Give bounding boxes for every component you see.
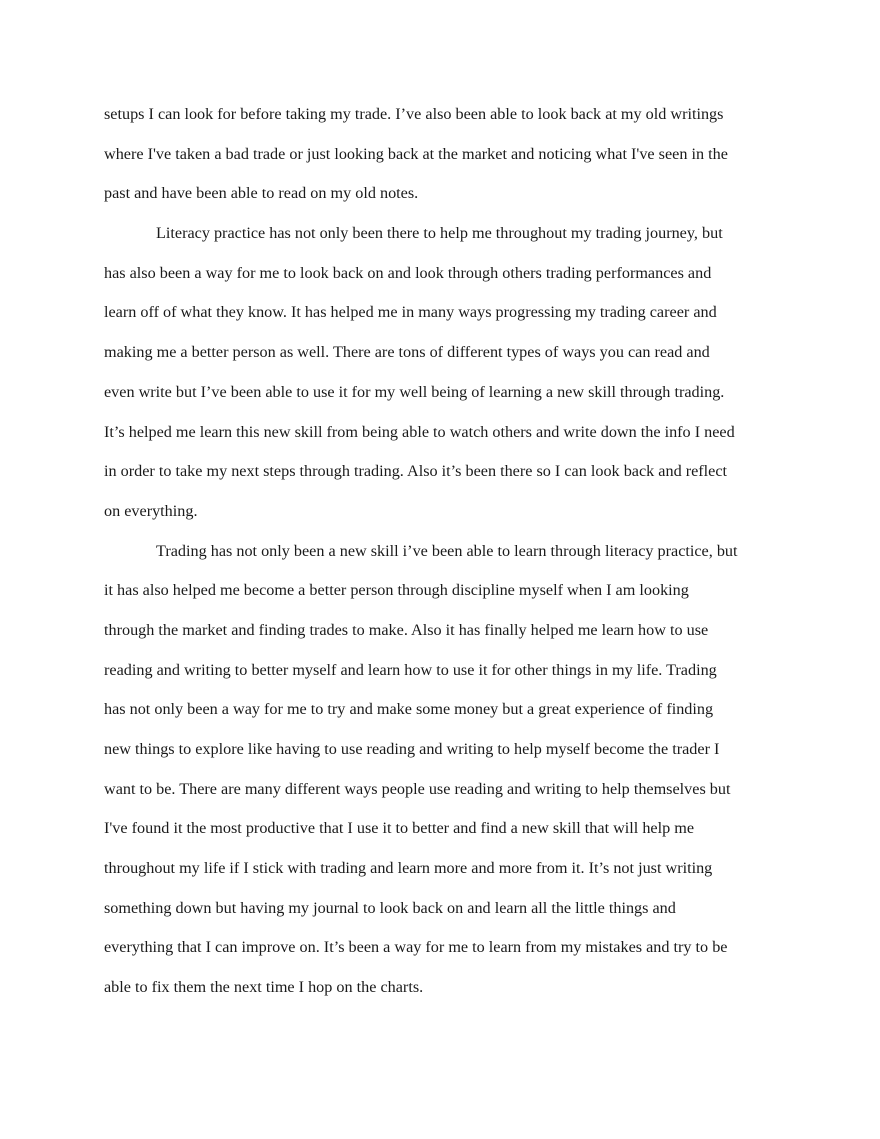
text-line: It’s helped me learn this new skill from being able to watch others and write down the info I need xyxy=(104,422,735,441)
text-line: throughout my life if I stick with trading and learn more and more from it. It’s not just writing xyxy=(104,859,713,878)
text-line: setups I can look for before taking my trade. I’ve also been able to look back at my old writings xyxy=(104,105,724,123)
body-text xyxy=(104,95,784,1008)
text-line: past and have been able to read on my old notes. xyxy=(104,184,419,203)
text-line: in order to take my next steps through trading. Also it’s been there so I can look back and reflect xyxy=(104,462,728,481)
text-line: it has also helped me become a better person through discipline myself when I am looking xyxy=(104,581,689,600)
text-line: through the market and finding trades to make. Also it has finally helped me learn how to use xyxy=(104,620,709,639)
paragraph-first-line: Literacy practice has not only been there to help me throughout my trading journey, but xyxy=(156,224,723,243)
text-line: able to fix them the next time I hop on the charts. xyxy=(104,978,424,997)
text-line: even write but I’ve been able to use it for my well being of learning a new skill through trading. xyxy=(104,382,725,401)
text-line: learn off of what they know. It has helped me in many ways progressing my trading career and xyxy=(104,303,717,322)
text-line: on everything. xyxy=(104,501,198,520)
text-line: has also been a way for me to look back on and look through others trading performances and xyxy=(104,263,712,282)
text-line: want to be. There are many different ways people use reading and writing to help themselves but xyxy=(104,779,731,798)
text-line: something down but having my journal to look back on and learn all the little things and xyxy=(104,898,676,917)
text-line: everything that I can improve on. It’s been a way for me to learn from my mistakes and try to be xyxy=(104,938,728,957)
text-line: new things to explore like having to use reading and writing to help myself become the trader I xyxy=(104,740,720,758)
text-line: where I've taken a bad trade or just looking back at the market and noticing what I've seen in the xyxy=(104,144,728,163)
text-line: I've found it the most productive that I use it to better and find a new skill that will help me xyxy=(104,819,695,838)
paragraph-first-line: Trading has not only been a new skill i’ve been able to learn through literacy practice, but xyxy=(156,541,738,560)
text-line: making me a better person as well. There are tons of different types of ways you can read and xyxy=(104,343,710,362)
text-line: reading and writing to better myself and learn how to use it for other things in my life. Trading xyxy=(104,660,717,679)
text-line: has not only been a way for me to try and make some money but a great experience of finding xyxy=(104,700,714,719)
